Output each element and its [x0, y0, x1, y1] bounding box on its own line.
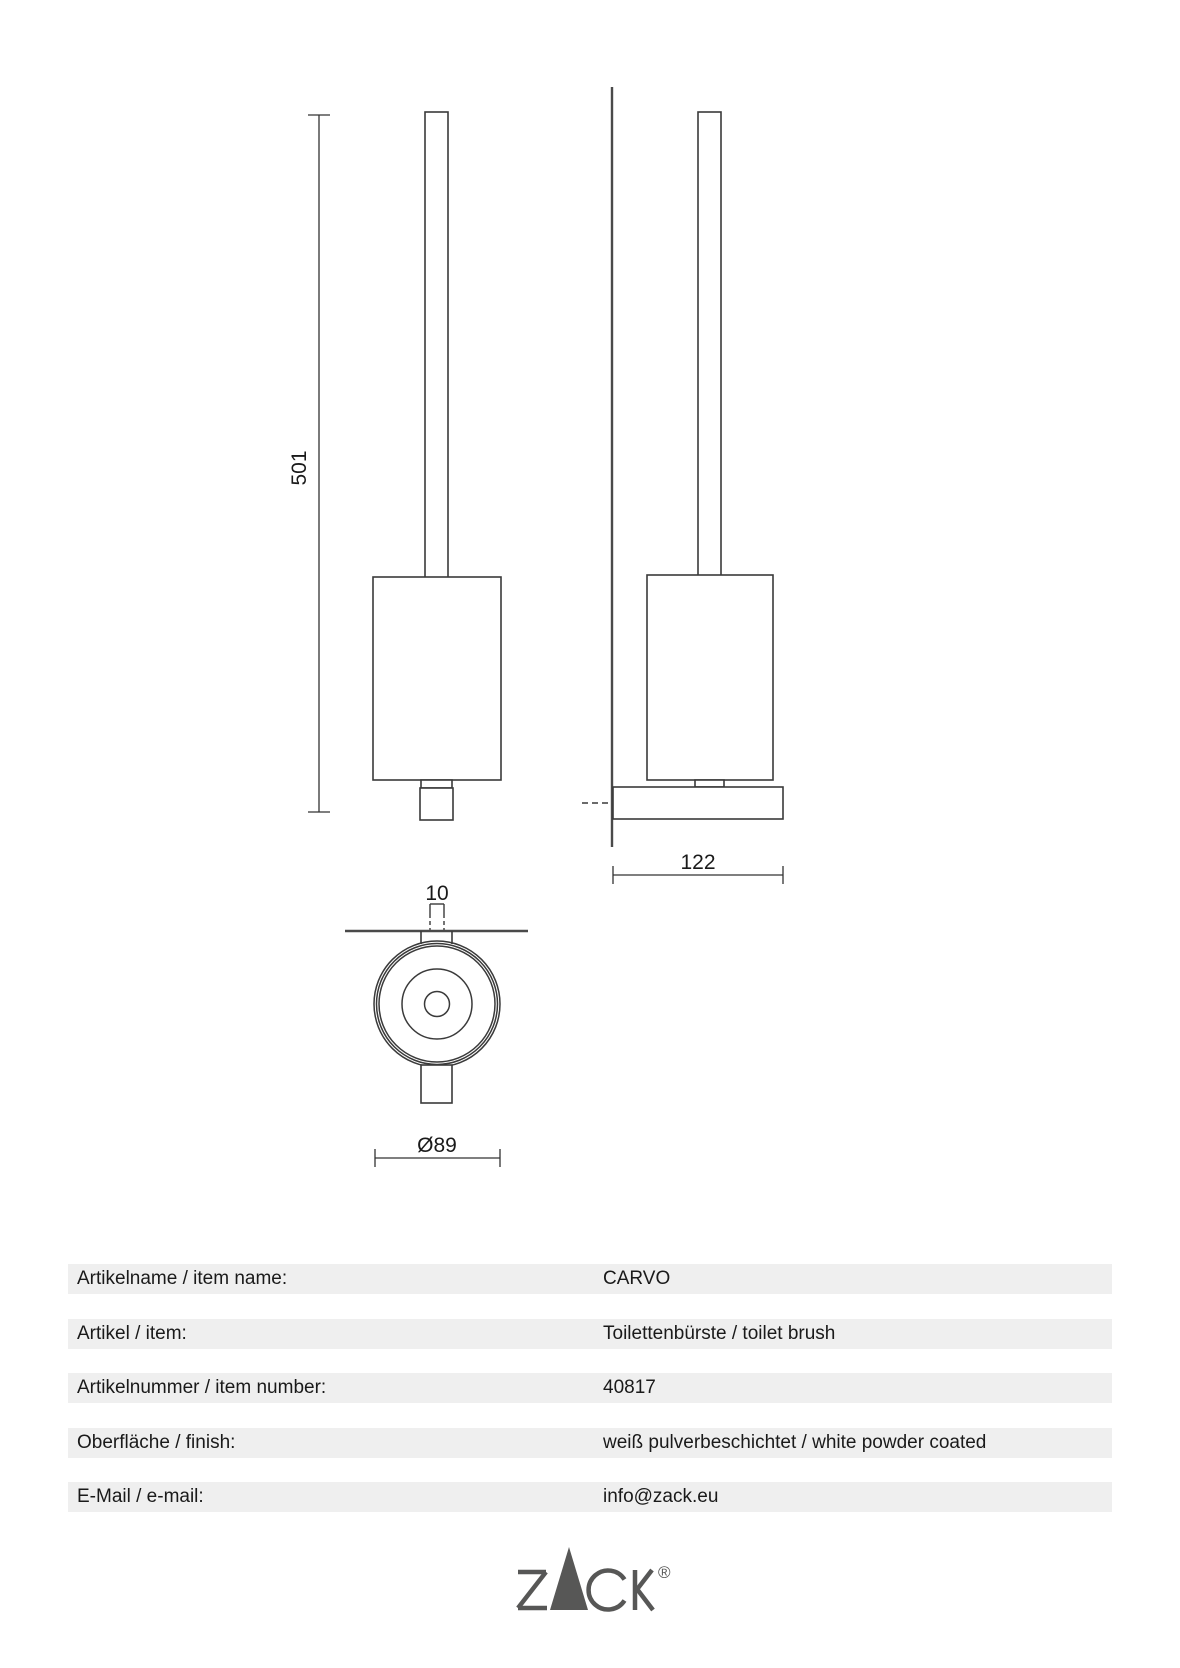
- logo-letter-c: [589, 1571, 625, 1610]
- side-container: [647, 575, 773, 780]
- side-connector: [695, 780, 724, 787]
- table-row: [68, 1482, 1112, 1512]
- dim-label-diameter: Ø89: [417, 1134, 457, 1157]
- row-value: CARVO: [603, 1268, 671, 1289]
- logo-letter-k: [635, 1570, 653, 1610]
- table-row: [68, 1319, 1112, 1349]
- row-value: info@zack.eu: [603, 1486, 719, 1507]
- dim-label-height: 501: [288, 450, 311, 486]
- row-label: Oberfläche / finish:: [77, 1432, 236, 1453]
- top-view: [345, 882, 528, 1167]
- dim-label-mount-width: 10: [425, 882, 449, 905]
- top-mount-tab: [430, 904, 444, 930]
- row-label: Artikelnummer / item number:: [77, 1377, 327, 1398]
- zack-logo: [505, 1538, 680, 1625]
- row-value: 40817: [603, 1377, 656, 1398]
- side-view: [582, 87, 783, 884]
- dim-label-depth: 122: [680, 851, 716, 874]
- side-base-plate: [613, 787, 783, 819]
- front-handle-rod: [425, 112, 448, 580]
- top-container-circles: [374, 941, 500, 1067]
- table-row: [68, 1264, 1112, 1294]
- logo-letter-z: [518, 1572, 547, 1608]
- zack-logo-svg: [505, 1538, 680, 1620]
- row-label: Artikel / item:: [77, 1323, 187, 1344]
- dimension-height-501: [308, 115, 330, 812]
- front-foot: [420, 788, 453, 820]
- top-foot-tab: [421, 1065, 452, 1103]
- table-row: [68, 1373, 1112, 1403]
- row-label: Artikelname / item name:: [77, 1268, 288, 1289]
- row-value: weiß pulverbeschichtet / white powder coated: [603, 1432, 987, 1453]
- side-handle-rod: [698, 112, 721, 578]
- table-row: [68, 1428, 1112, 1458]
- logo-triangle-a: [550, 1547, 588, 1610]
- front-neck: [421, 780, 452, 788]
- row-label: E-Mail / e-mail:: [77, 1486, 204, 1507]
- front-container: [373, 577, 501, 780]
- front-view: [288, 112, 501, 820]
- row-value: Toilettenbürste / toilet brush: [603, 1323, 836, 1344]
- logo-registered-mark: ®: [658, 1563, 671, 1582]
